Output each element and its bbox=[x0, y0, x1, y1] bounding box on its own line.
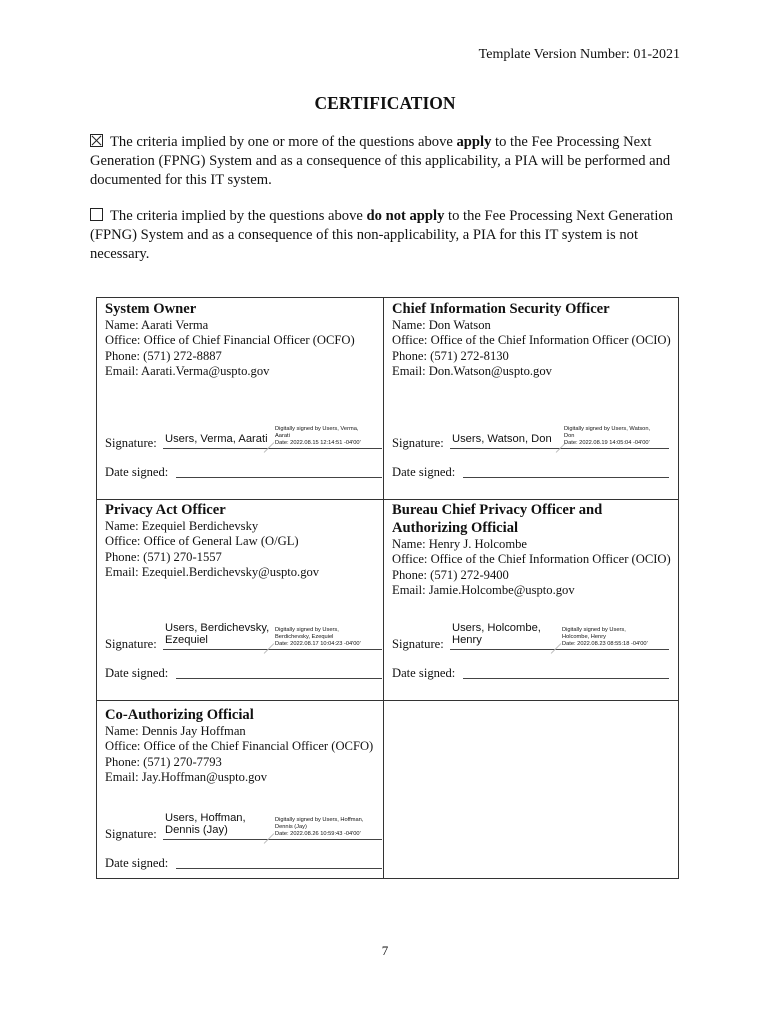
cell-heading: Co-Authorizing Official bbox=[105, 707, 254, 723]
digital-signature-info: Digitally signed by Users, Berdichevsky, Ezequiel Date: 2022.08.17 10:04:23 -04'00' bbox=[275, 627, 361, 647]
option-apply-post: to the Fee Processing Next Generation (FPNG) System and as a consequence of this applicability, a PIA will be performed and documented for this IT system. bbox=[90, 134, 671, 188]
digital-signature-info: Digitally signed by Users, Watson, Don Date: 2022.08.19 14:05:04 -04'00' bbox=[564, 426, 651, 446]
cell-email: Email: Ezequiel.Berdichevsky@uspto.gov bbox=[105, 565, 320, 580]
cell-name: Name: Ezequiel Berdichevsky bbox=[105, 519, 259, 533]
cell-phone: Phone: (571) 270-7793 bbox=[105, 754, 222, 769]
cell-system-owner bbox=[105, 300, 388, 380]
signature-line bbox=[163, 448, 382, 449]
cell-heading: Privacy Act Officer bbox=[105, 502, 226, 518]
signature-field[interactable] bbox=[105, 612, 390, 652]
signer-name: Users, Holcombe, Henry bbox=[452, 622, 541, 646]
date-signed-field[interactable] bbox=[105, 465, 390, 481]
signer-name: Users, Hoffman, Dennis (Jay) bbox=[165, 812, 246, 836]
signature-field[interactable] bbox=[105, 411, 390, 451]
cell-heading: Chief Information Security Officer bbox=[392, 301, 610, 317]
date-signed-field[interactable] bbox=[392, 465, 677, 481]
option-not-apply bbox=[90, 207, 680, 264]
signature-line bbox=[163, 839, 382, 840]
date-line bbox=[463, 678, 669, 679]
cell-office: Office: Office of the Chief Financial Officer (OCFO) bbox=[105, 739, 374, 754]
cell-heading: System Owner bbox=[105, 301, 197, 317]
cell-email: Email: Aarati.Verma@uspto.gov bbox=[105, 364, 270, 379]
signature-label: Signature: bbox=[392, 436, 444, 450]
date-signed-field[interactable] bbox=[105, 666, 390, 682]
cell-office: Office: Office of General Law (O/GL) bbox=[105, 534, 299, 549]
cell-phone: Phone: (571) 272-8130 bbox=[392, 348, 509, 363]
signature-line bbox=[450, 649, 669, 650]
date-signed-field[interactable] bbox=[105, 856, 390, 872]
option-not-apply-post: to the Fee Processing Next Generation (FPNG) System and as a consequence of this non-applicability, a PIA for this IT system is not necessary. bbox=[90, 208, 673, 262]
cell-co-authorizing-official bbox=[105, 706, 388, 786]
cell-name: Name: Don Watson bbox=[392, 318, 491, 332]
date-signed-label: Date signed: bbox=[392, 465, 456, 479]
cell-ciso bbox=[392, 300, 675, 380]
digital-signature-info: Digitally signed by Users, Holcombe, Henry Date: 2022.08.23 08:55:18 -04'00' bbox=[562, 627, 648, 647]
cell-heading-line2: Authorizing Official bbox=[392, 520, 519, 536]
cell-name: Name: Henry J. Holcombe bbox=[392, 537, 527, 551]
digital-signature-info: Digitally signed by Users, Hoffman, Dennis (Jay) Date: 2022.08.26 10:59:43 -04'00' bbox=[275, 817, 364, 837]
signature-line bbox=[163, 649, 382, 650]
cell-name: Name: Aarati Verma bbox=[105, 318, 209, 332]
signature-label: Signature: bbox=[105, 827, 157, 841]
option-apply-pre: The criteria implied by one or more of the questions above bbox=[110, 134, 457, 150]
certification-title: CERTIFICATION bbox=[314, 93, 456, 113]
template-version: Template Version Number: 01-2021 bbox=[478, 47, 680, 62]
option-not-apply-pre: The criteria implied by the questions above bbox=[110, 208, 367, 224]
signature-label: Signature: bbox=[105, 436, 157, 450]
cell-office: Office: Office of the Chief Information Officer (OCIO) bbox=[392, 333, 671, 348]
cell-email: Email: Jamie.Holcombe@uspto.gov bbox=[392, 583, 575, 598]
signer-name: Users, Watson, Don bbox=[452, 433, 552, 445]
unchecked-box-icon[interactable] bbox=[90, 208, 103, 221]
date-signed-label: Date signed: bbox=[105, 856, 169, 870]
cell-email: Email: Jay.Hoffman@uspto.gov bbox=[105, 770, 268, 785]
signer-name: Users, Berdichevsky, Ezequiel bbox=[165, 622, 270, 646]
signer-name: Users, Verma, Aarati bbox=[165, 433, 268, 445]
date-signed-label: Date signed: bbox=[105, 666, 169, 680]
date-line bbox=[176, 678, 382, 679]
date-line bbox=[176, 477, 382, 478]
date-line bbox=[176, 868, 382, 869]
cell-phone: Phone: (571) 270-1557 bbox=[105, 549, 222, 564]
cell-privacy-act-officer bbox=[105, 501, 388, 581]
cell-phone: Phone: (571) 272-8887 bbox=[105, 348, 222, 363]
option-not-apply-bold: do not apply bbox=[366, 208, 445, 224]
cell-phone: Phone: (571) 272-9400 bbox=[392, 567, 509, 582]
date-line bbox=[463, 477, 669, 478]
checked-box-icon[interactable] bbox=[90, 134, 103, 147]
cell-heading: Bureau Chief Privacy Officer and bbox=[392, 502, 603, 518]
cell-office: Office: Office of Chief Financial Officer (OCFO) bbox=[105, 333, 355, 348]
option-apply bbox=[90, 133, 680, 190]
date-signed-label: Date signed: bbox=[105, 465, 169, 479]
table-divider-row1 bbox=[96, 499, 679, 500]
signature-label: Signature: bbox=[392, 637, 444, 651]
table-divider-vertical bbox=[383, 297, 384, 879]
table-divider-row2 bbox=[96, 700, 679, 701]
signature-field[interactable] bbox=[392, 411, 677, 451]
cell-email: Email: Don.Watson@uspto.gov bbox=[392, 364, 552, 379]
option-apply-bold: apply bbox=[456, 134, 492, 150]
cell-name: Name: Dennis Jay Hoffman bbox=[105, 724, 246, 738]
digital-signature-info: Digitally signed by Users, Verma, Aarati Date: 2022.08.15 12:14:51 -04'00' bbox=[275, 426, 361, 446]
signature-field[interactable] bbox=[392, 612, 677, 652]
cell-office: Office: Office of the Chief Information Officer (OCIO) bbox=[392, 552, 671, 567]
page-number: 7 bbox=[381, 943, 389, 958]
date-signed-field[interactable] bbox=[392, 666, 677, 682]
signature-field[interactable] bbox=[105, 802, 390, 842]
date-signed-label: Date signed: bbox=[392, 666, 456, 680]
signature-label: Signature: bbox=[105, 637, 157, 651]
cell-bureau-cpo bbox=[392, 501, 675, 599]
